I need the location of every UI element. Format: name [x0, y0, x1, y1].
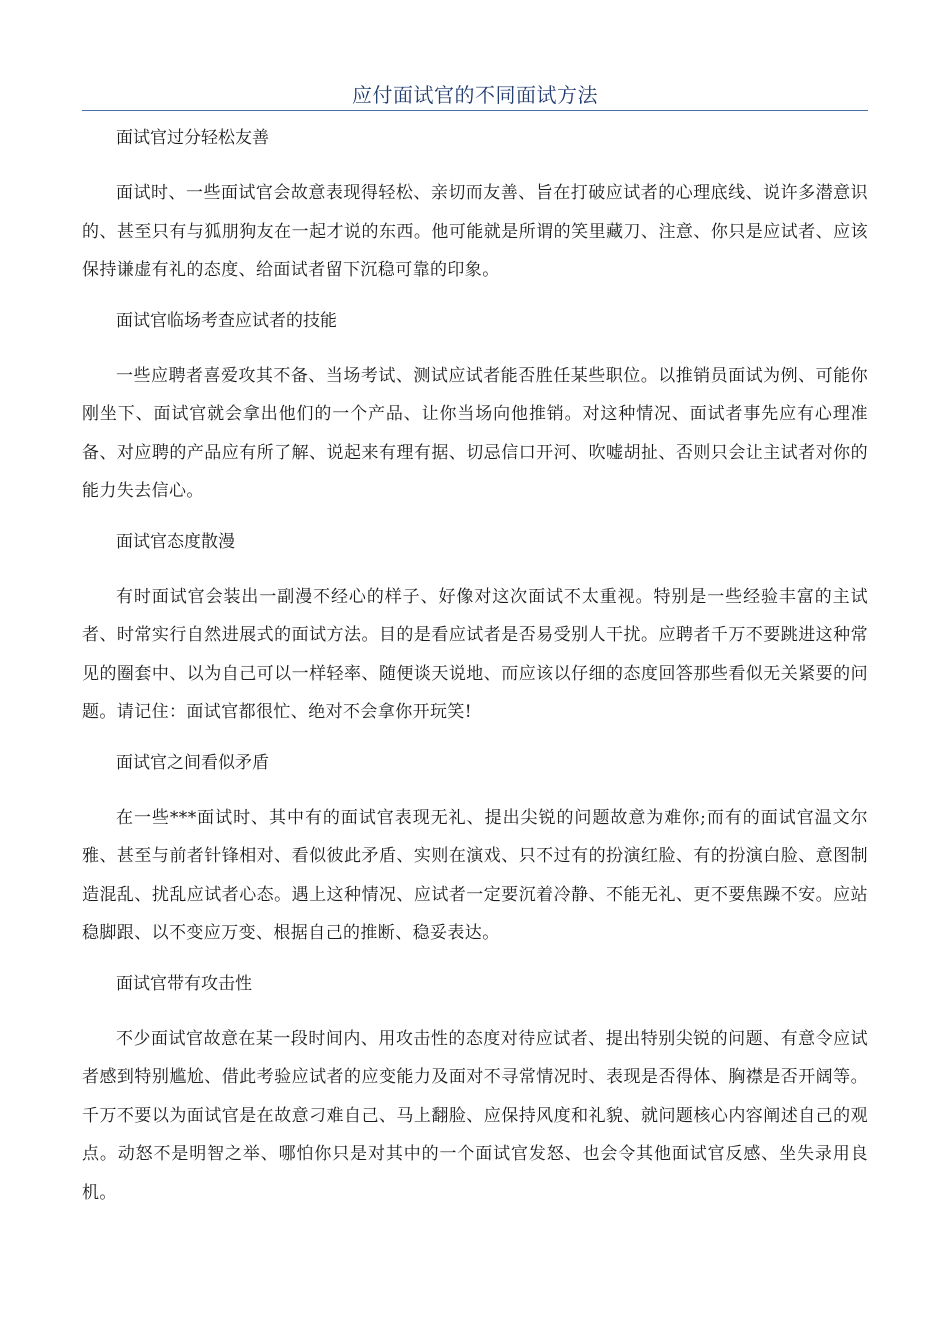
section-heading: 面试官带有攻击性	[116, 973, 252, 994]
section-paragraph: 在一些***面试时、其中有的面试官表现无礼、提出尖锐的问题故意为难你;而有的面试官温文尔雅、甚至与前者针锋相对、看似彼此矛盾、实则在演戏、只不过有的扮演红脸、有的扮演白脸、意图制造混乱、扰乱应试者心态。遇上这种情况、应试者一定要沉着冷静、不能无礼、更不要焦躁不安。应站稳脚跟、以不变应万变、根据自己的推断、稳妥表达。	[82, 807, 868, 943]
section-aggressive	[82, 969, 868, 1213]
section-heading: 面试官临场考查应试者的技能	[116, 310, 337, 331]
section-casual-attitude	[82, 527, 868, 732]
title-divider	[82, 110, 868, 111]
document-body	[82, 123, 868, 1228]
section-contradiction	[82, 748, 868, 953]
section-paragraph: 有时面试官会装出一副漫不经心的样子、好像对这次面试不太重视。特别是一些经验丰富的主试者、时常实行自然进展式的面试方法。目的是看应试者是否易受别人干扰。应聘者千万不要跳进这种常见的圈套中、以为自己可以一样轻率、随便谈天说地、而应该以仔细的态度回答那些看似无关紧要的问题。请记住：面试官都很忙、绝对不会拿你开玩笑!	[82, 586, 868, 722]
section-skill-test	[82, 306, 868, 511]
section-paragraph: 不少面试官故意在某一段时间内、用攻击性的态度对待应试者、提出特别尖锐的问题、有意令应试者感到特别尴尬、借此考验应试者的应变能力及面对不寻常情况时、表现是否得体、胸襟是否开阔等。千万不要以为面试官是在故意刁难自己、马上翻脸、应保持风度和礼貌、就问题核心内容阐述自己的观点。动怒不是明智之举、哪怕你只是对其中的一个面试官发怒、也会令其他面试官反感、坐失录用良机。	[82, 1028, 868, 1203]
section-relaxed-interviewer	[82, 123, 868, 290]
section-heading: 面试官态度散漫	[116, 531, 235, 552]
section-heading: 面试官之间看似矛盾	[116, 752, 269, 773]
section-paragraph: 面试时、一些面试官会故意表现得轻松、亲切而友善、旨在打破应试者的心理底线、说许多潜意识的、甚至只有与狐朋狗友在一起才说的东西。他可能就是所谓的笑里藏刀、注意、你只是应试者、应该保持谦虚有礼的态度、给面试者留下沉稳可靠的印象。	[82, 183, 868, 280]
section-heading: 面试官过分轻松友善	[116, 128, 269, 148]
document-title: 应付面试官的不同面试方法	[352, 83, 598, 107]
section-paragraph: 一些应聘者喜爱攻其不备、当场考试、测试应试者能否胜任某些职位。以推销员面试为例、可能你刚坐下、面试官就会拿出他们的一个产品、让你当场向他推销。对这种情况、面试者事先应有心理准备、对应聘的产品应有所了解、说起来有理有据、切忌信口开河、吹嘘胡扯、否则只会让主试者对你的能力失去信心。	[82, 365, 868, 501]
